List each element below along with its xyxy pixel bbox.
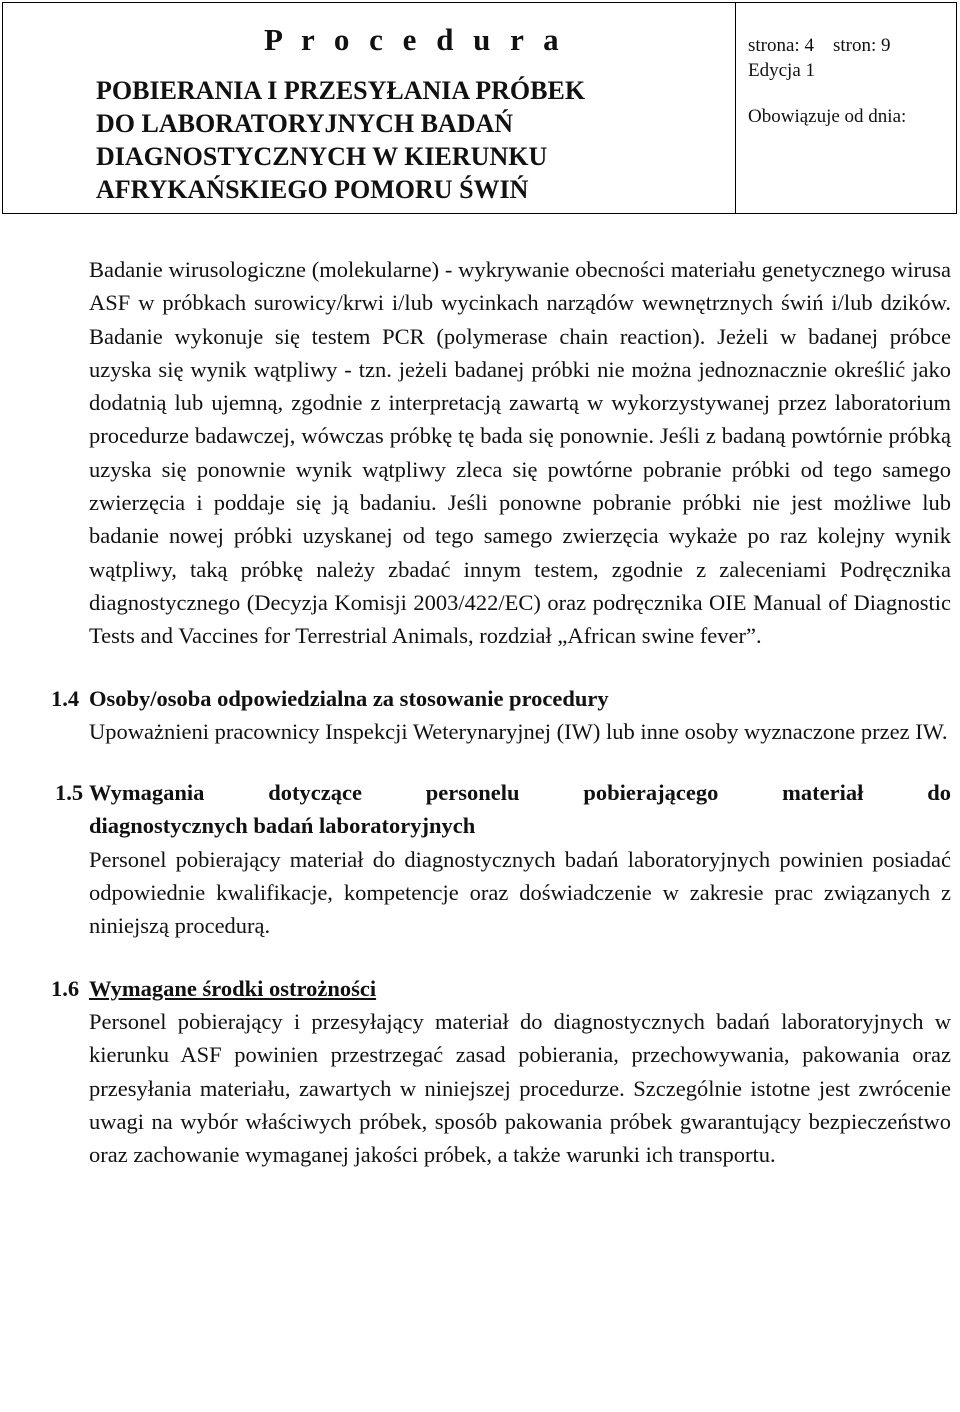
section-title-underlined: Wymagane środki ostrożności — [89, 975, 377, 1001]
document-title-line: DIAGNOSTYCZNYCH W KIERUNKU — [96, 142, 548, 171]
section-title — [89, 972, 951, 1005]
section-text: Personel pobierający i przesyłający materiał do diagnostycznych badań laboratoryjnych w kierunku ASF powinien przestrzegać zasad pobierania, przechowywania, pakowania oraz przesyłania materiału, zawartych w niniejszej procedurze. Szczególnie istotne jest zwrócenie uwagi na wybór właściwych próbek, sposób pakowania próbek gwarantujący bezpieczeństwo oraz zachowanie wymaganej jakości próbek, a także warunki ich transportu. — [89, 1008, 951, 1168]
document-title — [96, 74, 735, 206]
header-title-cell — [3, 3, 736, 213]
section-text: Upoważnieni pracownicy Inspekcji Weterynaryjnej (IW) lub inne osoby wyznaczone przez IW. — [89, 718, 948, 744]
document-header — [2, 2, 957, 214]
section-1-4 — [51, 682, 951, 749]
document-title-line: AFRYKAŃSKIEGO POMORU ŚWIŃ — [96, 175, 529, 204]
edition: Edycja 1 — [748, 60, 816, 81]
section-title-continued: diagnostycznych badań laboratoryjnych — [89, 813, 476, 839]
section-number: 1.6 — [51, 975, 80, 1001]
section-number: 1.4 — [51, 685, 80, 711]
section-1-5 — [55, 776, 951, 942]
document-body — [51, 253, 951, 1171]
section-number: 1.5 — [55, 780, 84, 806]
section-text: Personel pobierający materiał do diagnostycznych badań laboratoryjnych powinien posiadać odpowiednie kwalifikacje, kompetencje oraz doświadczenie w zakresie prac związanych z niniejszą procedurą. — [89, 846, 951, 939]
document-title-line: POBIERANIA I PRZESYŁANIA PRÓBEK — [96, 76, 586, 105]
document-type: P r o c e d u r a — [264, 22, 565, 57]
valid-from: Obowiązuje od dnia: — [748, 106, 907, 127]
document-title-line: DO LABORATORYJNYCH BADAŃ — [96, 109, 514, 138]
page-info: strona: 4 stron: 9 — [748, 35, 891, 56]
section-1-6 — [51, 972, 951, 1172]
header-meta-cell — [736, 3, 956, 213]
intro-paragraph: Badanie wirusologiczne (molekularne) - wykrywanie obecności materiału genetycznego wirusa ASF w próbkach surowicy/krwi i/lub wycinkach narządów wewnętrznych świń i/lub dzików. Badanie wykonuje się testem PCR (polymerase chain reaction). Jeżeli w badanej próbce uzyska się wynik wątpliwy - tzn. jeżeli badanej próbki nie można jednoznacznie określić jako dodatnią lub ujemną, zgodnie z interpretacją zawartą w wykorzystywanej przez laboratorium procedurze badawczej, wówczas próbkę tę bada się ponownie. Jeśli z badaną powtórnie próbką uzyska się ponownie wynik wątpliwy zleca się powtórne pobranie próbki od tego samego zwierzęcia i poddaje się ją badaniu. Jeśli ponowne pobranie próbki nie jest możliwe lub badanie nowej próbki uzyskanej od tego samego zwierzęcia wykaże po raz kolejny wynik wątpliwy, taką próbkę należy zbadać innym testem, zgodnie z zaleceniami Podręcznika diagnostycznego (Decyzja Komisji 2003/422/EC) oraz podręcznika OIE Manual of Diagnostic Tests and Vaccines for Terrestrial Animals, rozdział „African swine fever”. — [89, 257, 951, 649]
section-title: Osoby/osoba odpowiedzialna za stosowanie procedury — [89, 685, 609, 711]
section-title: Wymagania dotyczące personelu pobierającego materiał do — [89, 780, 951, 806]
